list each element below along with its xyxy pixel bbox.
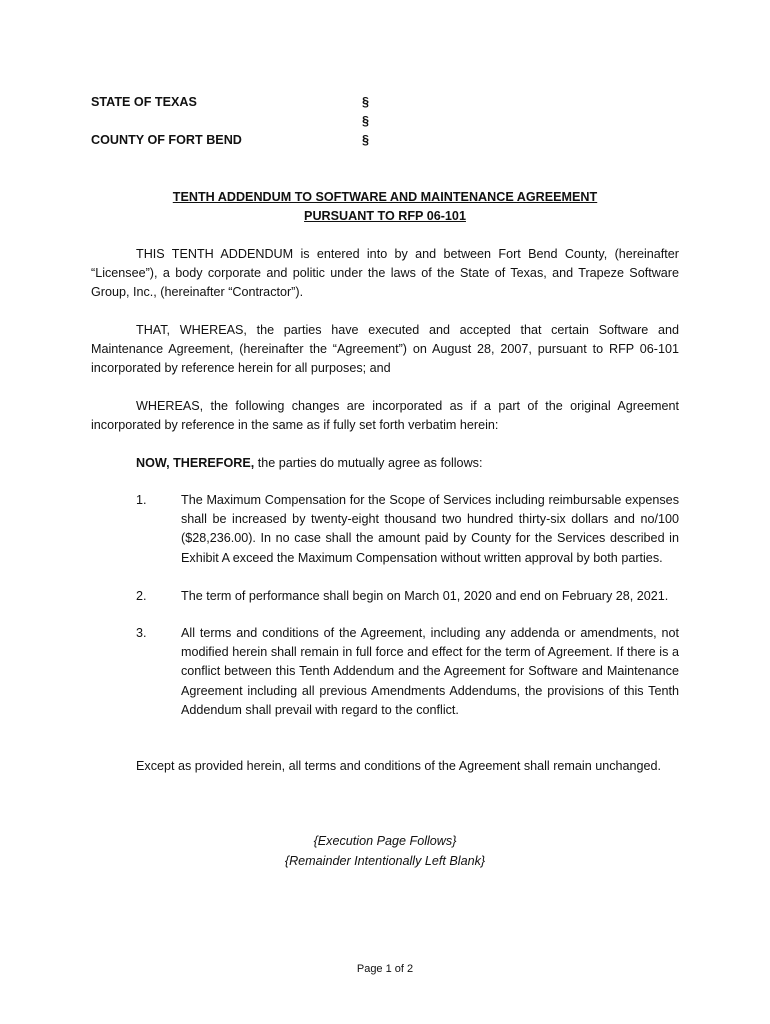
list-item-number: 1. xyxy=(136,493,147,507)
remainder-blank-note: {Remainder Intentionally Left Blank} xyxy=(284,854,486,868)
document-title-line1 xyxy=(0,188,770,207)
page-number: Page 1 of 2 xyxy=(356,963,414,975)
execution-page-note: {Execution Page Follows} xyxy=(313,834,457,848)
list-item xyxy=(91,491,679,568)
intro-paragraph: THIS TENTH ADDENDUM is entered into by and between Fort Bend County, (hereinafter “Licensee”), a body corporate and politic under the laws of the State of Texas, and Trapeze Software Group, Inc., (hereinafter “Contractor”). xyxy=(91,247,679,299)
list-item-number: 3. xyxy=(136,626,147,640)
now-therefore-text: the parties do mutually agree as follows: xyxy=(254,456,483,470)
caption-county: COUNTY OF FORT BEND xyxy=(91,133,242,147)
whereas-paragraph-1: THAT, WHEREAS, the parties have executed and accepted that certain Software and Maintenance Agreement, (hereinafter the “Agreement”) on August 28, 2007, pursuant to RFP 06-101 incorporated by reference herein for all purposes; and xyxy=(91,323,679,375)
now-therefore-paragraph xyxy=(91,454,679,473)
title-line1-text: TENTH ADDENDUM TO SOFTWARE AND MAINTENANCE AGREEMENT xyxy=(172,190,598,204)
list-item xyxy=(91,587,679,606)
now-therefore-bold: NOW, THEREFORE, xyxy=(136,456,255,470)
section-symbol: § xyxy=(362,133,370,147)
list-item-number: 2. xyxy=(136,589,147,603)
document-title-line2 xyxy=(0,207,770,226)
list-item-text: The Maximum Compensation for the Scope of Services including reimbursable expenses shall be increased by twenty-eight thousand two hundred thirty-six dollars and no/100 ($28,236.00). In no case shall the amount paid by County for the Services described in Exhibit A exceed the Maximum Compensation without written approval by both parties. xyxy=(181,493,679,565)
whereas-paragraph-2: WHEREAS, the following changes are incorporated as if a part of the original Agreement incorporated by reference in the same as if fully set forth verbatim herein: xyxy=(91,399,679,432)
caption-state: STATE OF TEXAS xyxy=(91,95,197,109)
list-item-text: All terms and conditions of the Agreement, including any addenda or amendments, not modified herein shall remain in full force and effect for the term of Agreement. If there is a conflict between this Tenth Addendum and the Agreement for Software and Maintenance Agreement including all previous Amendments Addendums, the provisions of this Tenth Addendum shall prevail with regard to the conflict. xyxy=(181,626,679,717)
list-item-text: The term of performance shall begin on March 01, 2020 and end on February 28, 2021. xyxy=(181,589,669,603)
section-symbol: § xyxy=(362,114,370,128)
except-paragraph: Except as provided herein, all terms and conditions of the Agreement shall remain unchanged. xyxy=(136,759,662,773)
section-symbol: § xyxy=(362,95,370,109)
title-line2-text: PURSUANT TO RFP 06-101 xyxy=(304,209,466,223)
list-item xyxy=(91,624,679,720)
